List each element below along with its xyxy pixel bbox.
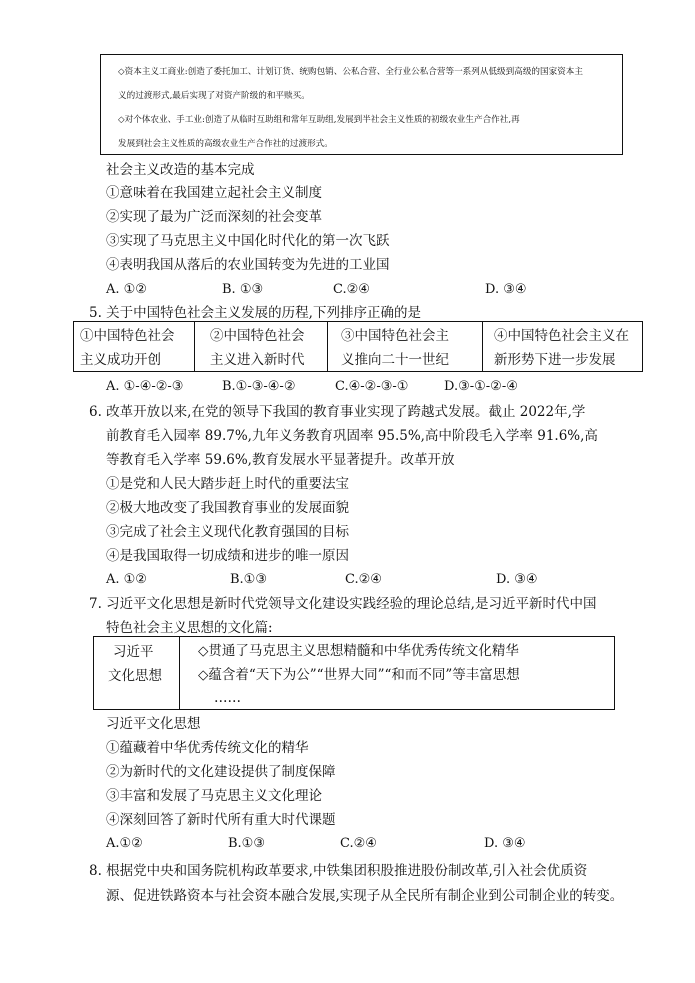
q4-option-b: B. ①③ <box>222 282 264 297</box>
q5-option-b: B.①-③-④-② <box>222 379 296 394</box>
q7-item-4: ④深刻回答了新时代所有重大时代课题 <box>106 812 336 828</box>
top-box-line2: 义的过渡形式,最后实现了对资产阶级的和平赎买。 <box>118 91 310 101</box>
q6-line1: 6. 改革开放以来,在党的领导下我国的教育事业实现了跨越式发展。截止 2022年,学 <box>89 404 586 420</box>
q4-option-a: A. ①② <box>106 282 147 297</box>
q5-option-c: C.④-②-③-① <box>335 379 409 394</box>
q7-option-a: A.①② <box>106 836 143 851</box>
q4-item-1: ①意味着在我国建立起社会主义制度 <box>106 185 322 201</box>
q5-cell-2-line1: ②中国特色社会 <box>210 328 305 344</box>
q5-cell-4-line2: 新形势下进一步发展 <box>494 352 616 368</box>
q6-item-4: ④是我国取得一切成绩和进步的唯一原因 <box>106 548 349 564</box>
q7-box-divider <box>179 636 180 710</box>
q7-box-item-3: …… <box>214 690 241 706</box>
q6-item-2: ②极大地改变了我国教育事业的发展面貌 <box>106 500 349 516</box>
q7-box-item-2: ◇蕴含着“天下为公”“世界大同”“和而不同”等丰富思想 <box>198 667 520 683</box>
q5-cell-3-line1: ③中国特色社会主 <box>341 328 449 344</box>
q6-option-b: B.①③ <box>230 572 267 587</box>
q5-cell-2-line2: 主义进入新时代 <box>210 352 305 368</box>
top-box-line4: 发展到社会主义性质的高级农业生产合作社的过渡形式。 <box>118 139 333 149</box>
q5-divider-3 <box>482 321 483 372</box>
q4-item-2: ②实现了最为广泛而深刻的社会变革 <box>106 209 322 225</box>
q4-option-d: D. ③④ <box>485 282 527 297</box>
q7-option-c: C.②④ <box>340 836 377 851</box>
q7-line1: 7. 习近平文化思想是新时代党领导文化建设实践经验的理论总结,是习近平新时代中国 <box>89 596 597 612</box>
q7-line2: 特色社会主义思想的文化篇: <box>106 620 273 636</box>
q5-cell-1-line2: 主义成功开创 <box>80 352 161 368</box>
q7-stem: 习近平文化思想 <box>106 716 201 732</box>
q5-cell-1-line1: ①中国特色社会 <box>80 328 175 344</box>
q5-option-d: D.③-①-②-④ <box>444 379 518 394</box>
q4-stem: 社会主义改造的基本完成 <box>106 162 255 178</box>
q7-box-item-1: ◇贯通了马克思主义思想精髓和中华优秀传统文化精华 <box>198 643 519 659</box>
top-box-line3: ◇对个体农业、手工业:创造了从临时互助组和常年互助组,发展到半社会主义性质的初级农业生产合作社,再 <box>118 115 520 125</box>
q4-option-c: C.②④ <box>333 282 370 297</box>
q5-stem: 5. 关于中国特色社会主义发展的历程,下列排序正确的是 <box>89 305 421 321</box>
q4-item-3: ③实现了马克思主义中国化时代化的第一次飞跃 <box>106 233 390 249</box>
q6-item-1: ①是党和人民大踏步赶上时代的重要法宝 <box>106 476 349 492</box>
q8-line2: 源、促进铁路资本与社会资本融合发展,实现子从全民所有制企业到公司制企业的转变。 <box>106 888 624 904</box>
top-box-line1: ◇资本主义工商业:创造了委托加工、计划订货、统购包销、公私合营、全行业公私合营等一系列从低级到高级的国家资本主 <box>118 67 583 77</box>
q6-item-3: ③完成了社会主义现代化教育强国的目标 <box>106 524 349 540</box>
q7-option-b: B.①③ <box>228 836 265 851</box>
q5-cell-4-line1: ④中国特色社会主义在 <box>494 328 629 344</box>
q6-option-d: D. ③④ <box>496 572 538 587</box>
q6-line2: 前教育毛入园率 89.7%,九年义务教育巩固率 95.5%,高中阶段毛入学率 91.6%,高 <box>106 428 598 444</box>
q7-item-3: ③丰富和发展了马克思主义文化理论 <box>106 788 322 804</box>
q5-divider-2 <box>327 321 328 372</box>
q7-item-2: ②为新时代的文化建设提供了制度保障 <box>106 764 336 780</box>
q5-divider-1 <box>194 321 195 372</box>
q6-option-c: C.②④ <box>345 572 382 587</box>
q7-box-label-2: 文化思想 <box>108 668 162 684</box>
q7-item-1: ①蕴藏着中华优秀传统文化的精华 <box>106 740 309 756</box>
q8-line1: 8. 根据党中央和国务院机构政革要求,中铁集团积股推进股份制改革,引入社会优质资 <box>89 863 588 879</box>
q5-option-a: A. ①-④-②-③ <box>106 379 184 394</box>
q4-item-4: ④表明我国从落后的农业国转变为先进的工业国 <box>106 257 390 273</box>
q5-cell-3-line2: 义推向二十一世纪 <box>341 352 449 368</box>
q6-option-a: A. ①② <box>106 572 147 587</box>
q7-option-d: D. ③④ <box>484 836 526 851</box>
q6-line3: 等教育毛入学率 59.6%,教育发展水平显著提升。改革开放 <box>106 452 455 468</box>
q7-box-label-1: 习近平 <box>113 644 154 660</box>
